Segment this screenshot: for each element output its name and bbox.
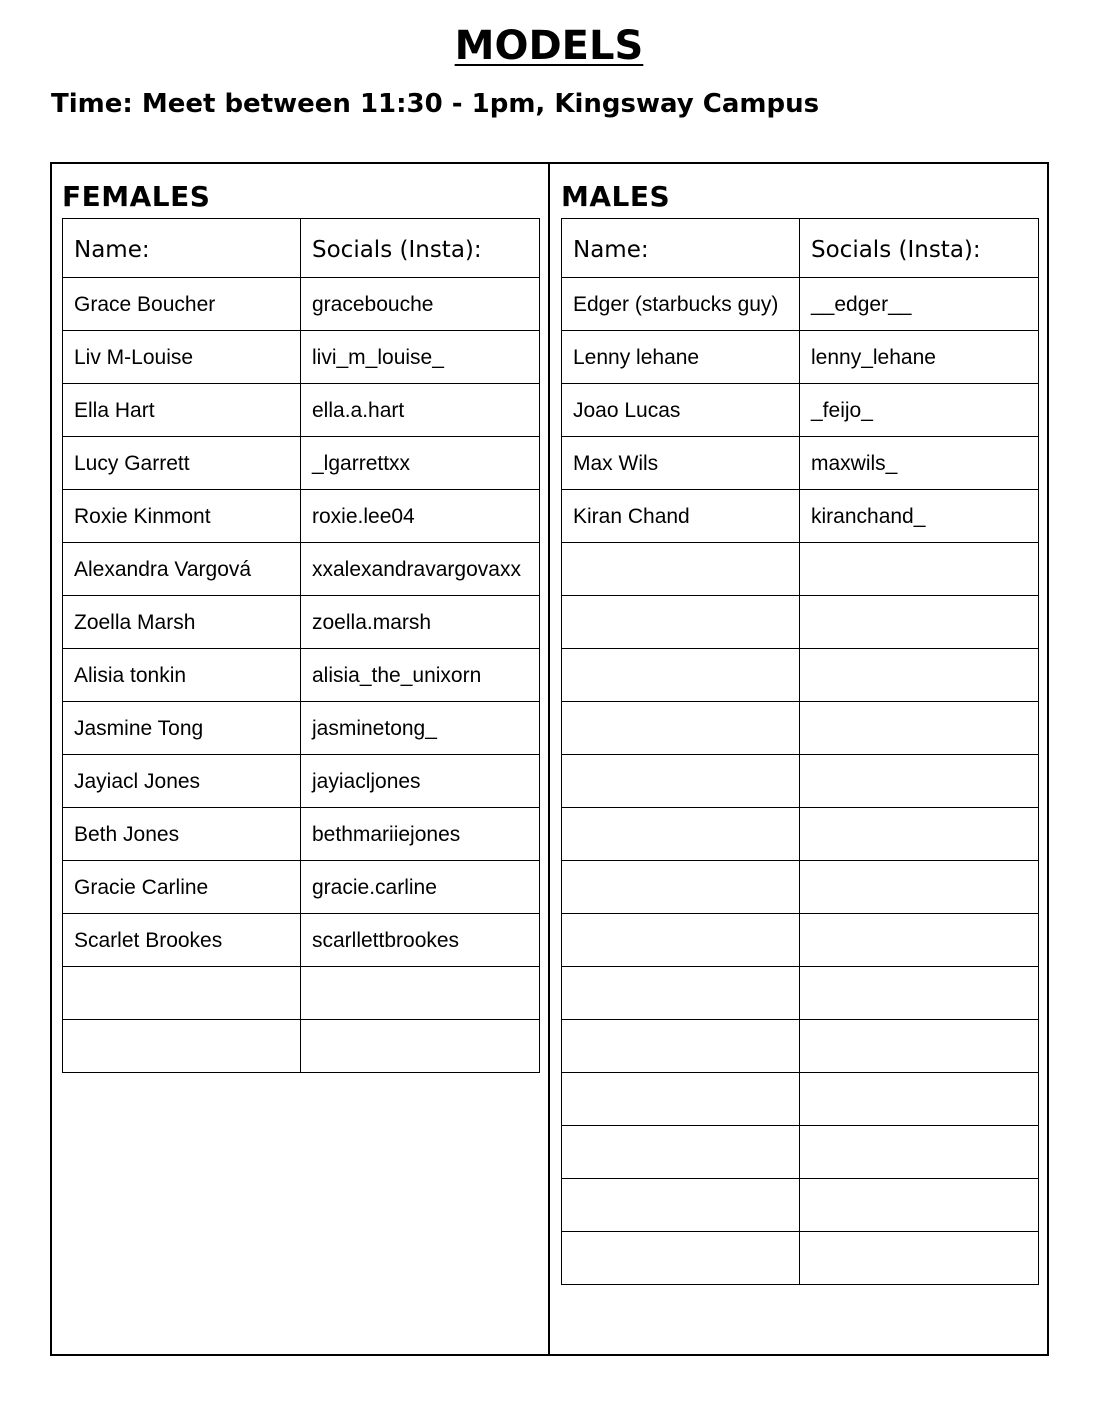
name-cell <box>63 1020 301 1073</box>
males-section-label: MALES <box>561 180 671 213</box>
males-table-body <box>562 278 1039 1285</box>
name-cell: Lenny lehane <box>562 331 800 384</box>
name-cell <box>562 755 800 808</box>
name-cell: Kiran Chand <box>562 490 800 543</box>
table-row <box>562 808 1039 861</box>
name-cell: Beth Jones <box>63 808 301 861</box>
table-row <box>562 596 1039 649</box>
name-cell: Liv M-Louise <box>63 331 301 384</box>
socials-cell <box>800 861 1039 914</box>
document-title <box>0 22 1098 70</box>
table-row <box>562 1126 1039 1179</box>
socials-cell: ella.a.hart <box>301 384 540 437</box>
table-row <box>63 596 540 649</box>
table-row <box>562 755 1039 808</box>
females-table <box>62 218 540 1073</box>
meeting-time-subtitle: Time: Meet between 11:30 - 1pm, Kingsway Campus <box>51 89 820 119</box>
name-cell: Jasmine Tong <box>63 702 301 755</box>
socials-cell <box>800 1020 1039 1073</box>
socials-cell: maxwils_ <box>800 437 1039 490</box>
socials-cell: jayiacljones <box>301 755 540 808</box>
name-cell <box>562 914 800 967</box>
socials-cell: jasminetong_ <box>301 702 540 755</box>
socials-cell: gracebouche <box>301 278 540 331</box>
table-row <box>562 437 1039 490</box>
document-title-text: MODELS <box>454 23 644 69</box>
name-cell <box>562 1020 800 1073</box>
name-cell: Lucy Garrett <box>63 437 301 490</box>
table-row <box>63 437 540 490</box>
socials-cell <box>800 649 1039 702</box>
name-cell <box>562 543 800 596</box>
name-cell <box>562 967 800 1020</box>
table-row <box>562 1020 1039 1073</box>
name-cell: Gracie Carline <box>63 861 301 914</box>
socials-cell: gracie.carline <box>301 861 540 914</box>
name-cell <box>562 861 800 914</box>
socials-cell <box>800 1232 1039 1285</box>
table-row <box>63 914 540 967</box>
name-cell: Max Wils <box>562 437 800 490</box>
socials-cell: bethmariiejones <box>301 808 540 861</box>
name-cell <box>63 967 301 1020</box>
table-row <box>63 967 540 1020</box>
males-table <box>561 218 1039 1285</box>
socials-cell: __edger__ <box>800 278 1039 331</box>
socials-cell: roxie.lee04 <box>301 490 540 543</box>
name-cell <box>562 1126 800 1179</box>
name-cell <box>562 649 800 702</box>
socials-cell <box>301 1020 540 1073</box>
table-row <box>562 649 1039 702</box>
table-row <box>63 649 540 702</box>
socials-cell <box>800 755 1039 808</box>
column-divider <box>548 162 550 1356</box>
name-cell: Scarlet Brookes <box>63 914 301 967</box>
socials-cell <box>800 702 1039 755</box>
females-name-header: Name: <box>63 219 301 278</box>
table-row <box>63 543 540 596</box>
table-row <box>562 1232 1039 1285</box>
females-socials-header: Socials (Insta): <box>301 219 540 278</box>
socials-cell: _lgarrettxx <box>301 437 540 490</box>
name-cell <box>562 1073 800 1126</box>
name-cell: Grace Boucher <box>63 278 301 331</box>
name-cell <box>562 596 800 649</box>
table-row <box>562 384 1039 437</box>
table-row <box>63 702 540 755</box>
socials-cell: livi_m_louise_ <box>301 331 540 384</box>
socials-cell <box>800 967 1039 1020</box>
name-cell: Jayiacl Jones <box>63 755 301 808</box>
table-row <box>562 914 1039 967</box>
males-name-header: Name: <box>562 219 800 278</box>
socials-cell <box>800 808 1039 861</box>
table-row <box>63 384 540 437</box>
table-row <box>63 755 540 808</box>
socials-cell <box>800 1179 1039 1232</box>
socials-cell: zoella.marsh <box>301 596 540 649</box>
table-row <box>562 1073 1039 1126</box>
table-row <box>63 1020 540 1073</box>
name-cell: Roxie Kinmont <box>63 490 301 543</box>
males-header-row <box>562 219 1039 278</box>
table-row <box>562 543 1039 596</box>
name-cell: Alexandra Vargová <box>63 543 301 596</box>
females-table-body <box>63 278 540 1073</box>
name-cell: Edger (starbucks guy) <box>562 278 800 331</box>
socials-cell <box>800 543 1039 596</box>
name-cell: Ella Hart <box>63 384 301 437</box>
socials-cell: lenny_lehane <box>800 331 1039 384</box>
socials-cell <box>301 967 540 1020</box>
table-row <box>63 490 540 543</box>
name-cell: Zoella Marsh <box>63 596 301 649</box>
table-row <box>562 331 1039 384</box>
table-row <box>63 278 540 331</box>
females-section-label: FEMALES <box>62 180 211 213</box>
socials-cell <box>800 1126 1039 1179</box>
socials-cell: _feijo_ <box>800 384 1039 437</box>
table-row <box>63 861 540 914</box>
males-socials-header: Socials (Insta): <box>800 219 1039 278</box>
table-row <box>562 1179 1039 1232</box>
table-row <box>562 967 1039 1020</box>
table-row <box>562 278 1039 331</box>
name-cell <box>562 702 800 755</box>
name-cell <box>562 808 800 861</box>
females-header-row <box>63 219 540 278</box>
socials-cell <box>800 914 1039 967</box>
socials-cell: alisia_the_unixorn <box>301 649 540 702</box>
name-cell: Joao Lucas <box>562 384 800 437</box>
socials-cell: scarllettbrookes <box>301 914 540 967</box>
socials-cell: xxalexandravargovaxx <box>301 543 540 596</box>
table-row <box>63 331 540 384</box>
table-row <box>562 861 1039 914</box>
socials-cell <box>800 1073 1039 1126</box>
name-cell <box>562 1232 800 1285</box>
socials-cell: kiranchand_ <box>800 490 1039 543</box>
table-row <box>562 702 1039 755</box>
name-cell: Alisia tonkin <box>63 649 301 702</box>
name-cell <box>562 1179 800 1232</box>
socials-cell <box>800 596 1039 649</box>
table-row <box>63 808 540 861</box>
table-row <box>562 490 1039 543</box>
